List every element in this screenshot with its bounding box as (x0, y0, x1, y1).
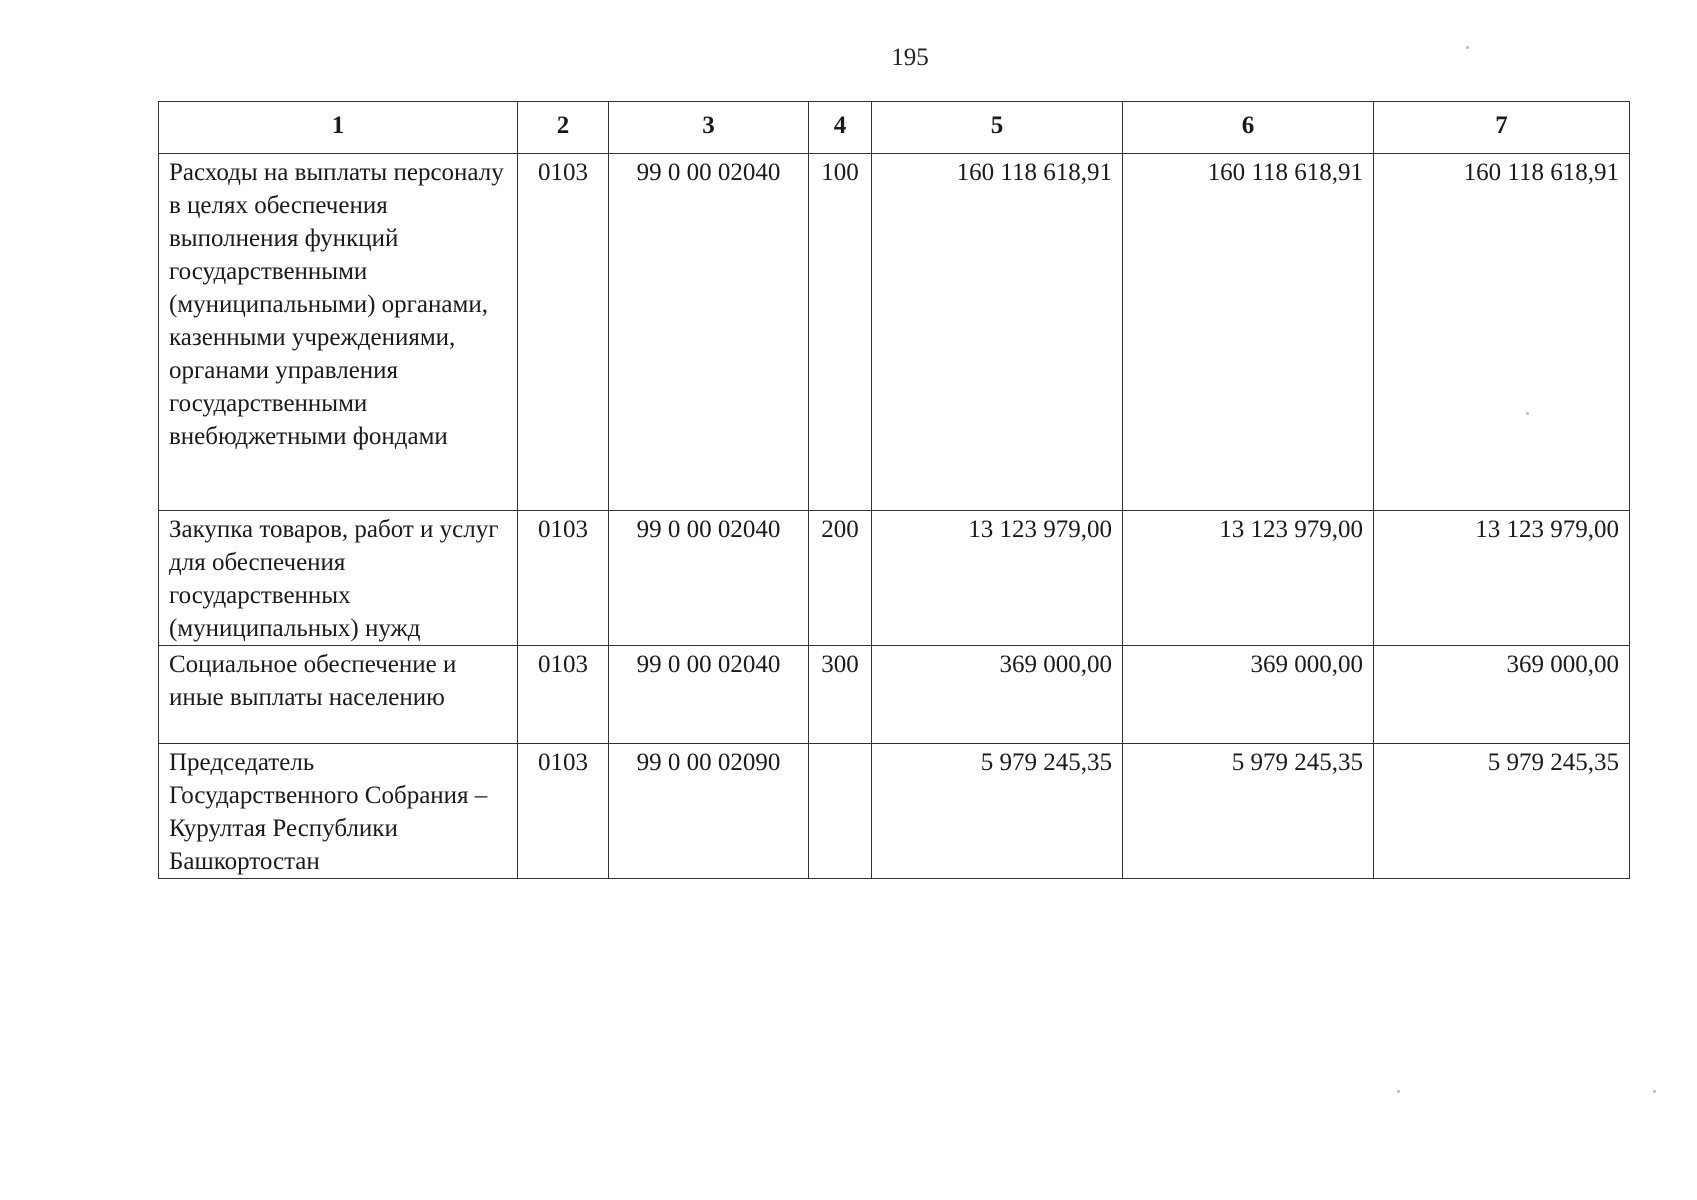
amount-cell-6: 13 123 979,00 (1123, 511, 1374, 646)
column-header-6: 6 (1123, 102, 1374, 154)
amount-cell-5: 13 123 979,00 (872, 511, 1123, 646)
expense-type-cell: 300 (809, 646, 872, 744)
column-header-4: 4 (809, 102, 872, 154)
column-header-5: 5 (872, 102, 1123, 154)
expense-name-cell: Расходы на выплаты персоналу в целях обеспечения выполнения функций государственными (муниципальными) органами, казенными учреждениями, органами управления государственными внебюджетными фондами (159, 154, 518, 511)
target-article-cell: 99 0 00 02090 (609, 744, 809, 879)
column-header-2: 2 (518, 102, 609, 154)
table-row (159, 511, 1630, 646)
amount-cell-7: 160 118 618,91 (1374, 154, 1630, 511)
amount-cell-6: 160 118 618,91 (1123, 154, 1374, 511)
table-row (159, 744, 1630, 879)
budget-table (158, 101, 1630, 879)
amount-cell-6: 369 000,00 (1123, 646, 1374, 744)
scan-speck (1526, 412, 1529, 415)
target-article-cell: 99 0 00 02040 (609, 646, 809, 744)
amount-cell-5: 5 979 245,35 (872, 744, 1123, 879)
scan-speck (1653, 1090, 1656, 1093)
amount-cell-5: 160 118 618,91 (872, 154, 1123, 511)
section-code-cell: 0103 (518, 511, 609, 646)
table-row (159, 646, 1630, 744)
target-article-cell: 99 0 00 02040 (609, 154, 809, 511)
expense-type-cell: 200 (809, 511, 872, 646)
expense-type-cell (809, 744, 872, 879)
section-code-cell: 0103 (518, 646, 609, 744)
amount-cell-6: 5 979 245,35 (1123, 744, 1374, 879)
expense-name-cell: Социальное обеспечение и иные выплаты населению (159, 646, 518, 744)
scan-speck (1466, 46, 1469, 49)
section-code-cell: 0103 (518, 744, 609, 879)
amount-cell-7: 13 123 979,00 (1374, 511, 1630, 646)
target-article-cell: 99 0 00 02040 (609, 511, 809, 646)
page-number: 195 (891, 44, 929, 71)
scan-speck (1397, 1090, 1400, 1093)
column-header-7: 7 (1374, 102, 1630, 154)
amount-cell-7: 369 000,00 (1374, 646, 1630, 744)
table-row (159, 154, 1630, 511)
amount-cell-7: 5 979 245,35 (1374, 744, 1630, 879)
section-code-cell: 0103 (518, 154, 609, 511)
table-header-row (159, 102, 1630, 154)
column-header-1: 1 (159, 102, 518, 154)
expense-type-cell: 100 (809, 154, 872, 511)
amount-cell-5: 369 000,00 (872, 646, 1123, 744)
expense-name-cell: Закупка товаров, работ и услуг для обеспечения государственных (муниципальных) нужд (159, 511, 518, 646)
expense-name-cell: Председатель Государственного Собрания – Курултая Республики Башкортостан (159, 744, 518, 879)
column-header-3: 3 (609, 102, 809, 154)
